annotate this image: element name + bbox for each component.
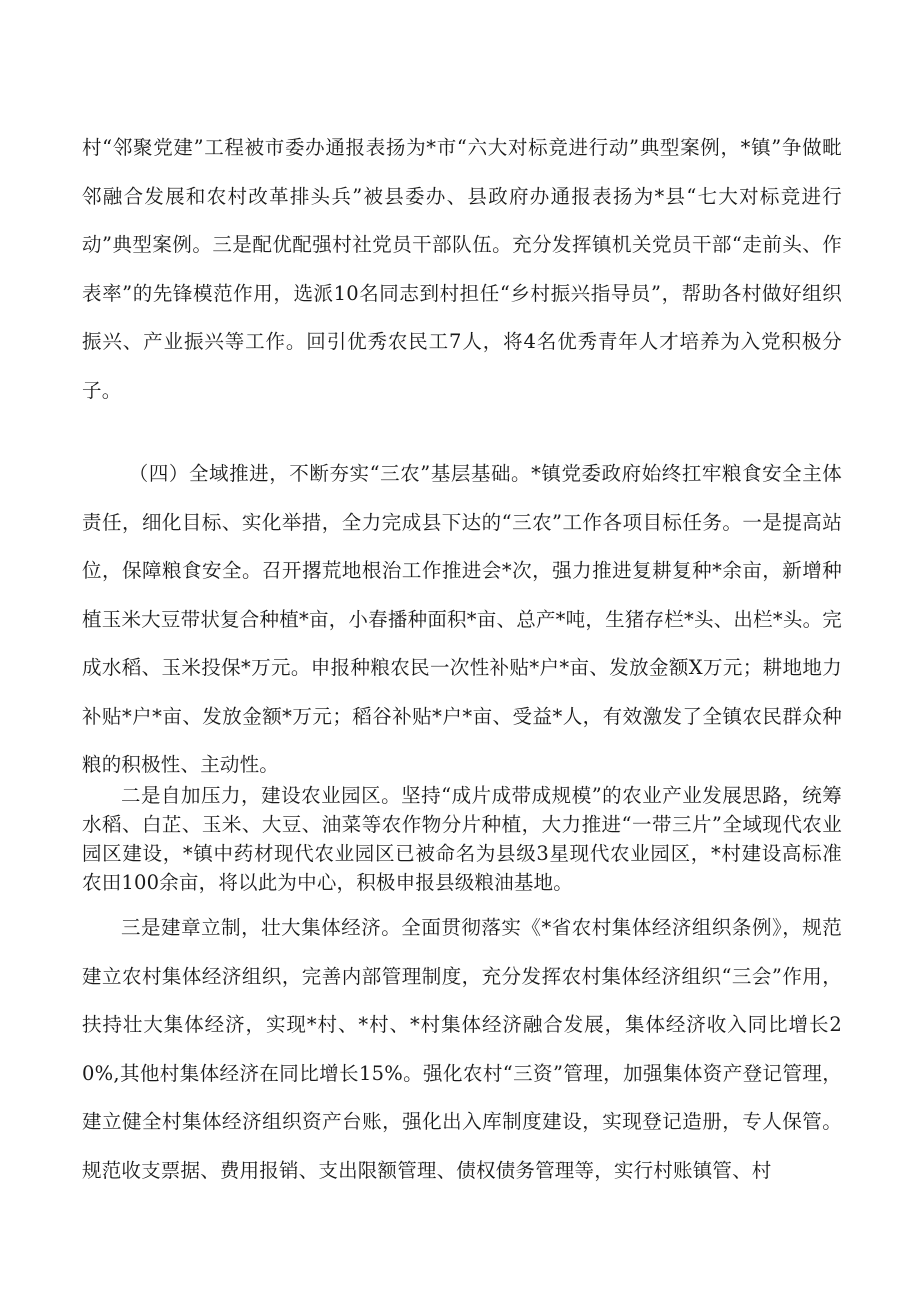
paragraph-party-building: 村“邻聚党建”工程被市委办通报表扬为*市“六大对标竞进行动”典型案例，*镇”争做毗邻融合发展和农村改革排头兵”被县委办、县政府办通报表扬为*县“七大对标竞进行动”典型案例。三是配优配强村社党员干部队伍。充分发挥镇机关党员干部“走前头、作表率”的先锋模范作用，选派10名同志到村担任“乡村振兴指导员”，帮助各村做好组织振兴、产业振兴等工作。回引优秀农民工7人，将4名优秀青年人才培养为入党积极分子。	[82, 136, 842, 402]
paragraph-agricultural-park: 二是自加压力，建设农业园区。坚持“成片成带成规模”的农业产业发展思路，统筹水稻、白芷、玉米、大豆、油菜等农作物分片种植，大力推进“一带三片”全域现代农业园区建设，*镇中药材现代农业园区已被命名为县级3星现代农业园区，*村建设高标准农田100余亩，将以此为中心，积极申报县级粮油基地。	[82, 784, 842, 894]
paragraph-section-four-agriculture: （四）全域推进，不断夯实“三农”基层基础。*镇党委政府始终扛牢粮食安全主体责任，细化目标、实化举措，全力完成县下达的“三农”工作各项目标任务。一是提高站位，保障粮食安全。召开撂荒地根治工作推进会*次，强力推进复耕复种*余亩，新增种植玉米大豆带状复合种植*亩，小春播种面积*亩、总产*吨，生猪存栏*头、出栏*头。完成水稻、玉米投保*万元。申报种粮农民一次性补贴*户*亩、发放金额X万元；耕地地力补贴*户*亩、发放金额*万元；稻谷补贴*户*亩、受益*人，有效激发了全镇农民群众种粮的积极性、主动性。	[82, 462, 842, 776]
paragraph-collective-economy: 三是建章立制，壮大集体经济。全面贯彻落实《*省农村集体经济组织条例》，规范建立农村集体经济组织，完善内部管理制度，充分发挥农村集体经济组织“三会”作用，扶持壮大集体经济，实现*村、*村、*村集体经济融合发展，集体经济收入同比增长20%,其他村集体经济在同比增长15%。强化农村“三资”管理，加强集体资产登记管理，建立健全村集体经济组织资产台账，强化出入库制度建设，实现登记造册，专人保管。规范收支票据、费用报销、支出限额管理、债权债务管理等，实行村账镇管、村	[82, 916, 842, 1182]
